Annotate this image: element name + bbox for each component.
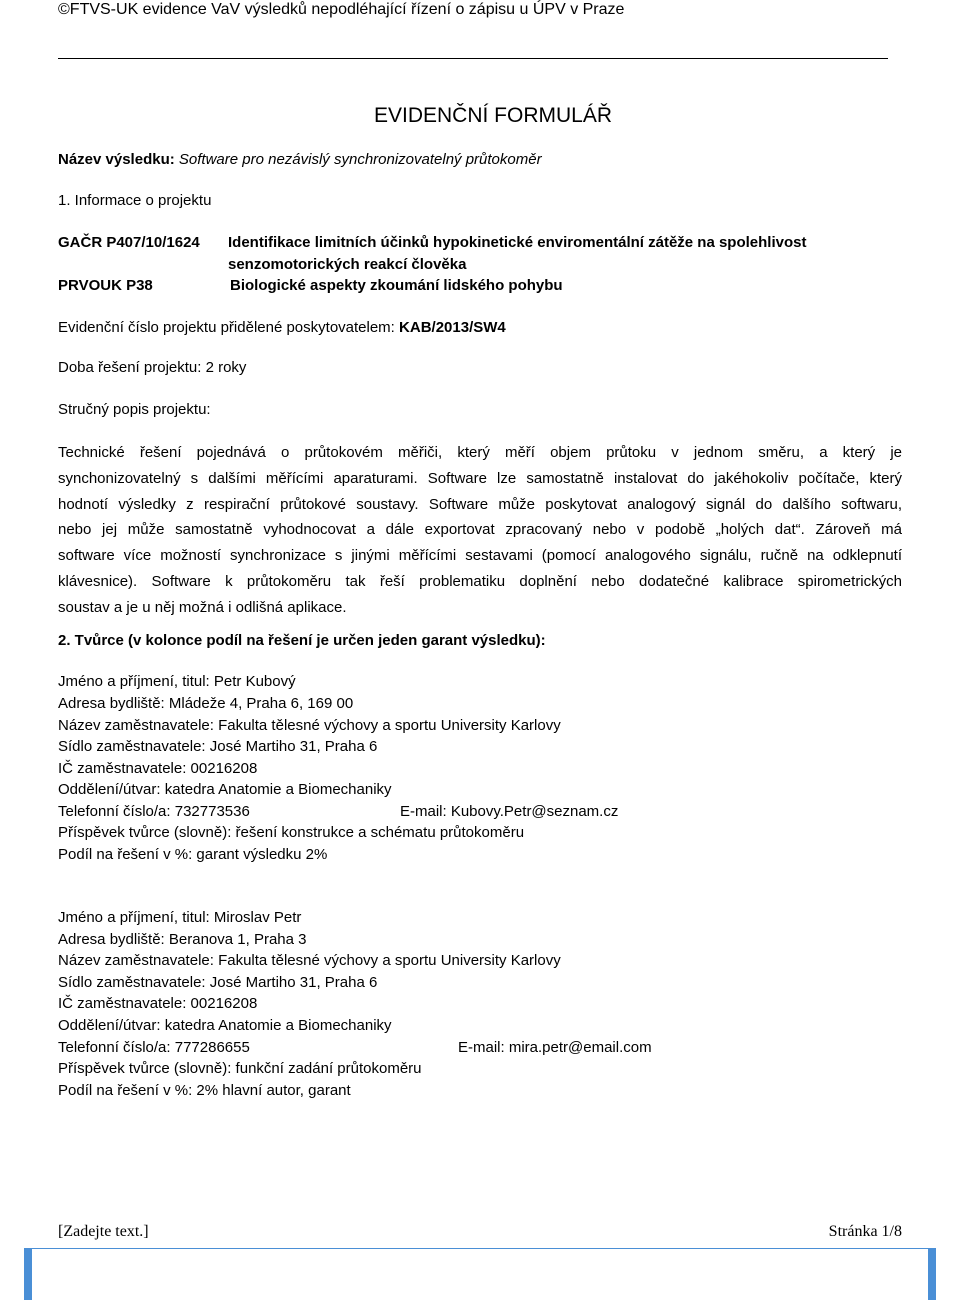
description-line: nebo jej může samostatně vyhodnocovat a dále exportovat zpracovaný nebo v podobě „holých dat“. Zároveň má [58, 521, 902, 539]
result-value: Software pro nezávislý synchronizovatelný průtokoměr [178, 151, 542, 168]
author-department: Oddělení/útvar: katedra Anatomie a Biomechaniky [58, 781, 392, 798]
grant-code-gacr: GAČR P407/10/1624 [58, 234, 200, 251]
author-ico: IČ zaměstnavatele: 00216208 [58, 995, 258, 1012]
description-paragraph [58, 440, 902, 621]
evidence-label: Evidenční číslo projektu přidělené poskytovatelem: [58, 319, 395, 336]
description-label: Stručný popis projektu: [58, 401, 211, 418]
author-share: Podíl na řešení v %: 2% hlavní autor, garant [58, 1082, 351, 1099]
description-line: klávesnice). Software k průtokoměru tak řeší problematiku doplnění nebo dodatečné kalibrace spirometrických [58, 572, 902, 590]
author-employer-seat: Sídlo zaměstnavatele: José Martiho 31, Praha 6 [58, 738, 378, 755]
description-line: Technické řešení pojednává o průtokovém měřiči, který měří objem průtoku v jednom směru, a který je [58, 444, 902, 461]
author-employer: Název zaměstnavatele: Fakulta tělesné výchovy a sportu University Karlovy [58, 952, 561, 969]
author-name: Jméno a příjmení, titul: Petr Kubový [58, 673, 296, 690]
author-email: E-mail: mira.petr@email.com [458, 1039, 652, 1056]
author-phone: Telefonní číslo/a: 732773536 [58, 803, 250, 820]
evidence-number-row [58, 318, 506, 338]
section1-heading: 1. Informace o projektu [58, 192, 212, 209]
description-line: soustav a je u něj možná i odlišná aplikace. [58, 598, 347, 616]
author-email: E-mail: Kubovy.Petr@seznam.cz [400, 803, 619, 820]
page-number: Stránka 1/8 [828, 1223, 902, 1240]
author-ico: IČ zaměstnavatele: 00216208 [58, 760, 258, 777]
author-contribution: Příspěvek tvůrce (slovně): řešení konstrukce a schématu průtokoměru [58, 824, 525, 841]
author-name: Jméno a příjmení, titul: Miroslav Petr [58, 909, 302, 926]
grant-title-gacr-line2: senzomotorických reakcí člověka [228, 256, 467, 273]
grant-title-prvouk: Biologické aspekty zkoumání lidského pohybu [230, 277, 563, 294]
evidence-value: KAB/2013/SW4 [399, 319, 506, 336]
grant-title-gacr-line1: Identifikace limitních účinků hypokinetické enviromentální zátěže na spolehlivost [228, 234, 807, 251]
author-contribution: Příspěvek tvůrce (slovně): funkční zadání průtokoměru [58, 1060, 422, 1077]
result-name-row [58, 150, 542, 170]
footer-accent-bar [24, 1248, 936, 1300]
author-share: Podíl na řešení v %: garant výsledku 2% [58, 846, 328, 863]
author-phone: Telefonní číslo/a: 777286655 [58, 1039, 250, 1056]
grant-code-prvouk: PRVOUK P38 [58, 277, 153, 294]
author-department: Oddělení/útvar: katedra Anatomie a Biomechaniky [58, 1017, 392, 1034]
author-employer-seat: Sídlo zaměstnavatele: José Martiho 31, Praha 6 [58, 974, 378, 991]
header-rule [58, 58, 888, 59]
description-line: hodnotí výsledky z respirační průtokové soustavy. Software může poskytovat analogový signál do dalšího softwaru, [58, 495, 902, 513]
result-label: Název výsledku: [58, 151, 175, 168]
author-address: Adresa bydliště: Mládeže 4, Praha 6, 169 00 [58, 695, 354, 712]
section2-heading: 2. Tvůrce (v kolonce podíl na řešení je určen jeden garant výsledku): [58, 632, 546, 649]
form-title: EVIDENČNÍ FORMULÁŘ [374, 104, 613, 127]
description-line: software více možností synchronizace s jinými měřícími sestavami (pomocí analogového signálu, ručně na odklepnutí [58, 547, 902, 565]
author-address: Adresa bydliště: Beranova 1, Praha 3 [58, 931, 307, 948]
author-employer: Název zaměstnavatele: Fakulta tělesné výchovy a sportu University Karlovy [58, 717, 561, 734]
duration-row: Doba řešení projektu: 2 roky [58, 359, 247, 376]
header-text: ©FTVS-UK evidence VaV výsledků nepodléhající řízení o zápisu u ÚPV v Praze [58, 1, 625, 18]
footer-placeholder-text[interactable]: [Zadejte text.] [58, 1223, 149, 1240]
description-line: synchonizovatelný s dalšími měřícími aparaturami. Software lze samostatně instalovat do jakéhokoliv počítače, který [58, 469, 902, 487]
